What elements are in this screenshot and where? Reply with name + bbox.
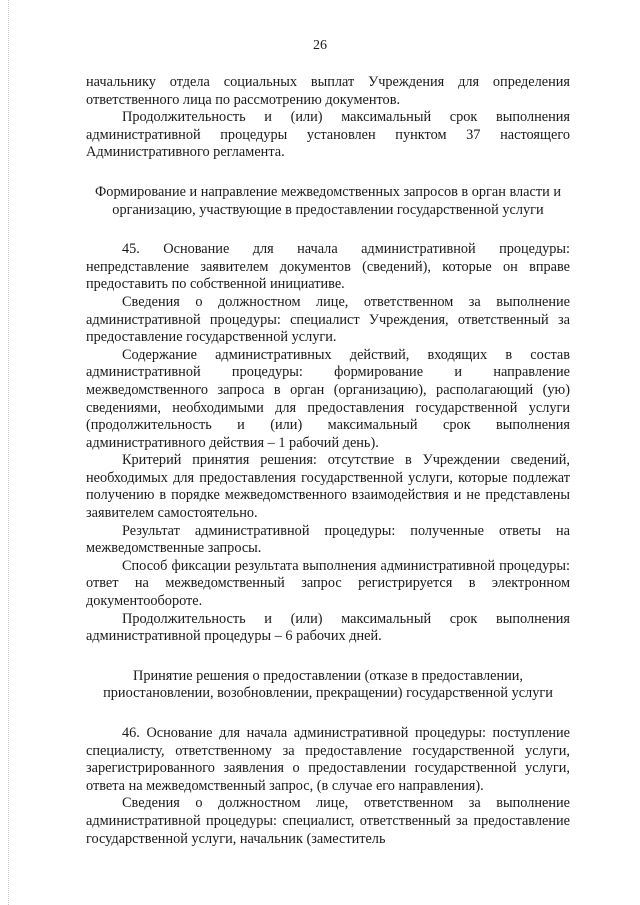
page-number: 26 xyxy=(313,38,327,53)
paragraph-procedure-result: Результат административной процедуры: полученные ответы на межведомственные запросы. xyxy=(86,522,570,557)
paragraph-continuation: начальнику отдела социальных выплат Учреждения для определения ответственного лица по рассмотрению документов. xyxy=(86,74,570,108)
paragraph-procedure-duration: Продолжительность и (или) максимальный срок выполнения административной процедуры – 6 рабочих дней. xyxy=(86,610,570,645)
paragraph-content-of-actions: Содержание административных действий, входящих в состав административной процедуры: формирование и направление межведомственного запроса в орган (организацию), располагающий (ую) сведениями, необходимыми для предоставления государственной услуги (продолжительность и (или) максимальный срок выполнения административного действия – 1 рабочий день). xyxy=(86,346,570,451)
scan-edge-line xyxy=(8,0,9,905)
paragraph-decision-criterion: Критерий принятия решения: отсутствие в Учреждении сведений, необходимых для предоставления государственной услуги, которые подлежат получению в порядке межведомственного взаимодействия и не представлены заявителем самостоятельно. xyxy=(86,452,570,522)
paragraph-duration: Продолжительность и (или) максимальный срок выполнения административной процедуры установлен пунктом 37 настоящего Административного регламента. xyxy=(86,109,570,161)
paragraph-responsible-official: Сведения о должностном лице, ответственном за выполнение административной процедуры: специалист Учреждения, ответственный за предоставление государственной услуги. xyxy=(86,293,570,346)
paragraph-responsible-official-2: Сведения о должностном лице, ответственном за выполнение административной процедуры: специалист, ответственный за предоставление государственной услуги, начальник (заместитель xyxy=(86,795,570,847)
section-heading-decision: Принятие решения о предоставлении (отказе в предоставлении, приостановлении, возобновлении, прекращении) государственной услуги xyxy=(103,667,553,702)
paragraph-fixation-method: Способ фиксации результата выполнения административной процедуры: ответ на межведомственный запрос регистрируется в электронном документообороте. xyxy=(86,557,570,610)
paragraph-46-basis: 46. Основание для начала административной процедуры: поступление специалисту, ответственному за предоставление государственной услуги, зарегистрированного заявления о предоставлении государственной услуги, ответа на межведомственный запрос, (в случае его направления). xyxy=(86,725,570,794)
document-body xyxy=(86,74,570,848)
section-heading-interagency-requests: Формирование и направление межведомственных запросов в орган власти и организацию, участвующие в предоставлении государственной услуги xyxy=(95,183,561,218)
paragraph-45-basis: 45. Основание для начала административной процедуры: непредставление заявителем документов (сведений), которые он вправе предоставить по собственной инициативе. xyxy=(86,241,570,293)
